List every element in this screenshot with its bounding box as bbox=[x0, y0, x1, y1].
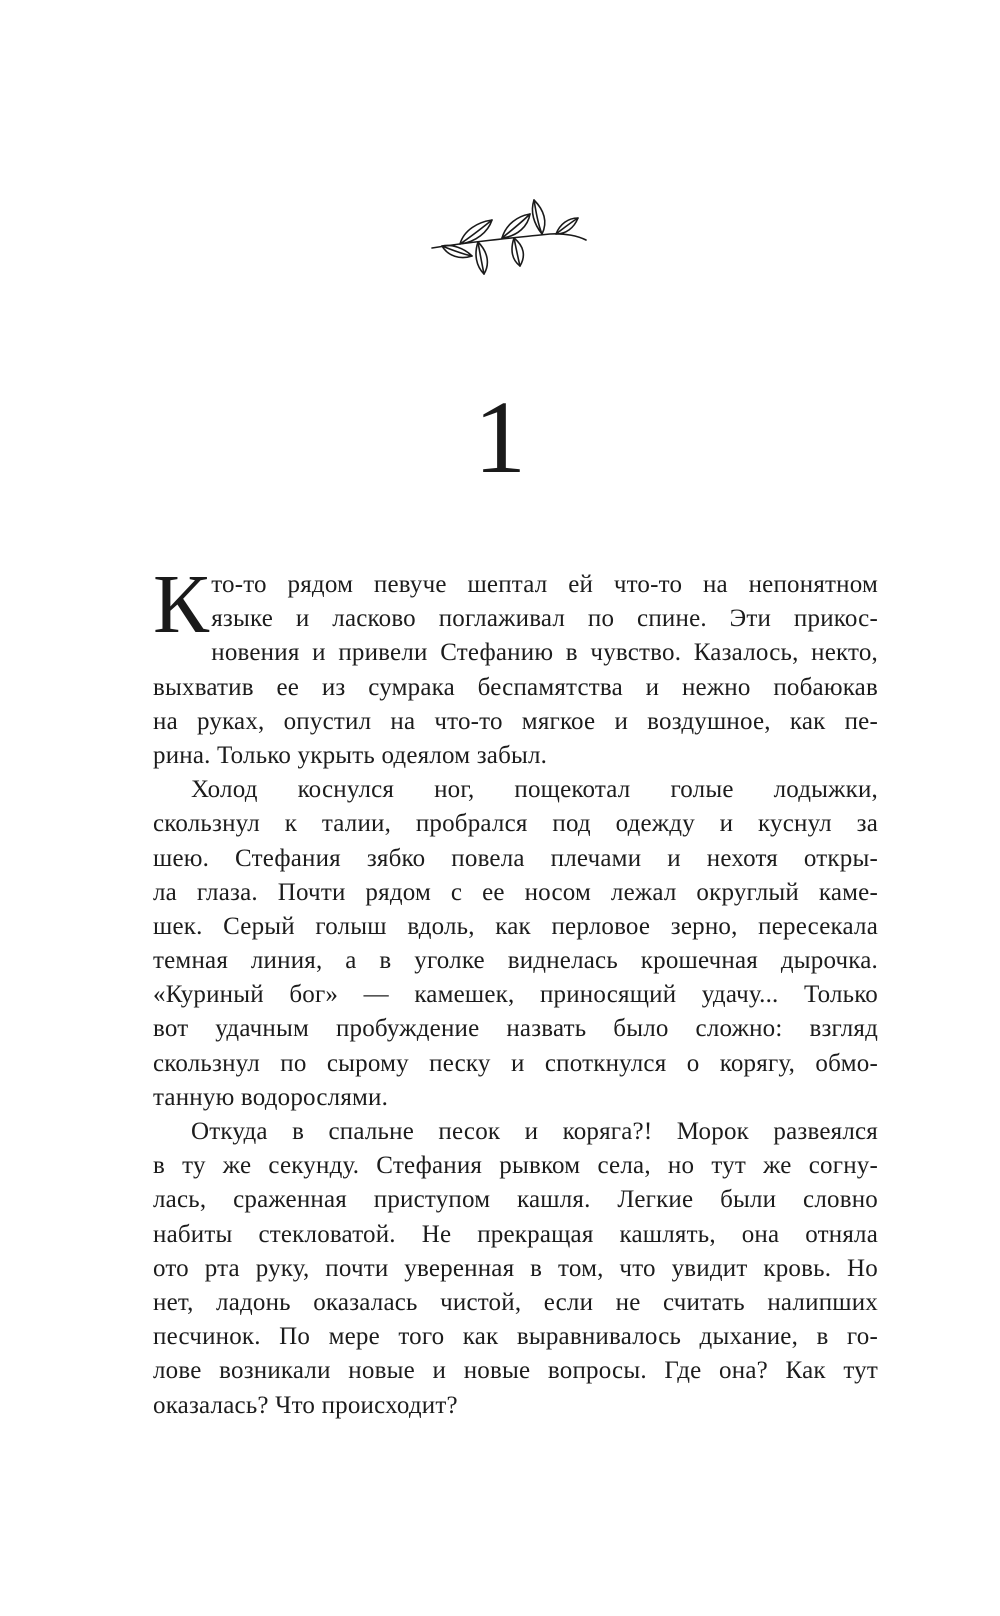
text-line: Холод коснулся ног, пощекотал голые лодыжки, bbox=[191, 776, 878, 804]
text-line: темная линия, а в уголке виднелась крошечная дырочка. bbox=[153, 947, 878, 975]
text-line: танную водорослями. bbox=[153, 1083, 389, 1111]
chapter-text bbox=[153, 558, 878, 1423]
text-line: в ту же секунду. Стефания рывком села, но тут же согну- bbox=[153, 1152, 878, 1180]
text-line: выхватив ее из сумрака беспамятства и нежно побаюкав bbox=[153, 673, 878, 701]
text-line: рина. Только укрыть одеялом забыл. bbox=[153, 741, 548, 769]
text-line: ото рта руку, почти уверенная в том, что увидит кровь. Но bbox=[153, 1254, 878, 1282]
text-line: нет, ладонь оказалась чистой, если не считать налипших bbox=[153, 1288, 878, 1316]
chapter-number: 1 bbox=[474, 380, 526, 495]
text-line: ла глаза. Почти рядом с ее носом лежал округлый каме- bbox=[153, 878, 878, 906]
text-line: оказалась? Что происходит? bbox=[153, 1391, 458, 1419]
text-line: «Куриный бог» — камешек, приносящий удачу... Только bbox=[153, 981, 878, 1009]
text-line: вот удачным пробуждение назвать было сложно: взгляд bbox=[153, 1015, 878, 1043]
text-line: скользнул по сырому песку и споткнулся о корягу, обмо- bbox=[153, 1049, 878, 1077]
paragraph-3 bbox=[153, 1115, 878, 1423]
text-line: языке и ласково поглаживал по спине. Эти прикос- bbox=[211, 605, 878, 633]
text-line: лась, сраженная приступом кашля. Легкие были словно bbox=[153, 1186, 878, 1214]
paragraph-1 bbox=[153, 558, 878, 773]
text-line: то-то рядом певуче шептал ей что-то на непонятном bbox=[211, 571, 878, 598]
text-line: лове возникали новые и новые вопросы. Где она? Как тут bbox=[153, 1357, 878, 1385]
text-line: Откуда в спальне песок и коряга?! Морок развеялся bbox=[191, 1118, 878, 1145]
text-line: шек. Серый голыш вдоль, как перловое зерно, пересекала bbox=[153, 912, 878, 940]
drop-cap: К bbox=[153, 558, 210, 651]
text-line: набиты стекловатой. Не прекращая кашлять, она отняла bbox=[153, 1220, 878, 1248]
paragraph-2 bbox=[153, 773, 878, 1115]
text-line: на руках, опустил на что-то мягкое и воздушное, как пе- bbox=[153, 707, 878, 735]
leaf-branch-icon bbox=[430, 196, 590, 278]
text-line: новения и привели Стефанию в чувство. Казалось, некто, bbox=[211, 639, 878, 667]
text-line: шею. Стефания зябко повела плечами и нехотя откры- bbox=[153, 844, 878, 872]
text-line: скользнул к талии, пробрался под одежду и куснул за bbox=[153, 810, 878, 838]
text-line: песчинок. По мере того как выравнивалось дыхание, в го- bbox=[153, 1323, 878, 1351]
